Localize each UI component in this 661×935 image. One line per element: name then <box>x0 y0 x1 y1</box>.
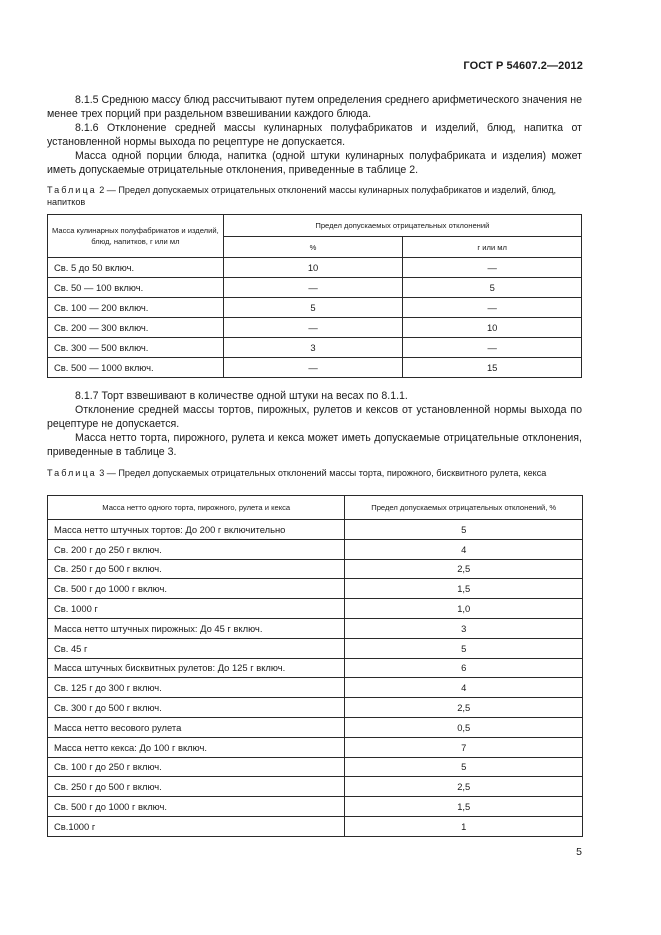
table-2-caption <box>47 184 583 208</box>
page-number: 5 <box>576 846 582 858</box>
table-3-limit-cell: 1,5 <box>345 579 583 599</box>
table-3-limit-cell: 2,5 <box>345 559 583 579</box>
table-3-limit-cell: 3 <box>345 618 583 638</box>
table-3-mass-cell: Св. 250 г до 500 г включ. <box>48 777 345 797</box>
table-3-col-limit-header: Предел допускаемых отрицательных отклонений, % <box>345 496 583 520</box>
table-2-gml-cell: 5 <box>403 278 582 298</box>
document-id-header: ГОСТ Р 54607.2—2012 <box>463 60 583 72</box>
paragraphs-mid <box>47 389 582 459</box>
table-3-mass-cell: Св. 300 г до 500 г включ. <box>48 698 345 718</box>
table-row <box>48 777 583 797</box>
table-2-mass-cell: Св. 300 — 500 включ. <box>48 338 224 358</box>
table-row <box>48 599 583 619</box>
table-3-mass-cell: Масса штучных бисквитных рулетов: До 125 г включ. <box>48 658 345 678</box>
table-3-caption-text: 3 — Предел допускаемых отрицательных отклонений массы торта, пирожного, бисквитного рулета, кекса <box>99 468 547 478</box>
table-row <box>48 737 583 757</box>
table-3-limit-cell: 4 <box>345 678 583 698</box>
table-3-limit-cell: 4 <box>345 539 583 559</box>
table-row <box>48 678 583 698</box>
table-3-limit-cell: 5 <box>345 638 583 658</box>
table-2-mass-cell: Св. 500 — 1000 включ. <box>48 358 224 378</box>
table-3-mass-cell: Масса нетто весового рулета <box>48 717 345 737</box>
table-row <box>48 638 583 658</box>
table-3-mass-cell: Масса нетто кекса: До 100 г включ. <box>48 737 345 757</box>
table-2-percent-cell: — <box>223 318 403 338</box>
table-row <box>48 559 583 579</box>
paragraph-8-1-7: 8.1.7 Торт взвешивают в количестве одной штуки на весах по 8.1.1. <box>75 390 408 402</box>
table-2-group-header: Предел допускаемых отрицательных отклонений <box>223 215 581 237</box>
table-3-mass-cell: Масса нетто штучных пирожных: До 45 г включ. <box>48 618 345 638</box>
paragraph-8-1-6: 8.1.6 Отклонение средней массы кулинарных полуфабрикатов и изделий, блюд, напитка от установленной нормы выхода по рецептуре не допускается. <box>47 122 582 148</box>
table-2-percent-cell: — <box>223 278 403 298</box>
table-2-gml-cell: — <box>403 258 582 278</box>
table-3-mass-cell: Св. 200 г до 250 г включ. <box>48 539 345 559</box>
table-3-col-mass-header: Масса нетто одного торта, пирожного, рулета и кекса <box>48 496 345 520</box>
table-3-limit-cell: 0,5 <box>345 717 583 737</box>
table-2-mass-cell: Св. 200 — 300 включ. <box>48 318 224 338</box>
table-3-limit-cell: 2,5 <box>345 777 583 797</box>
table-2-caption-label: Таблица <box>47 185 97 195</box>
table-row <box>48 358 582 378</box>
table-3-mass-cell: Св. 100 г до 250 г включ. <box>48 757 345 777</box>
table-2-gml-cell: — <box>403 298 582 318</box>
table-3-limit-cell: 5 <box>345 757 583 777</box>
table-row <box>48 258 582 278</box>
table-3-mass-cell: Св. 500 г до 1000 г включ. <box>48 579 345 599</box>
table-3-limit-cell: 1,5 <box>345 797 583 817</box>
table-row <box>48 816 583 836</box>
table-3-limit-cell: 2,5 <box>345 698 583 718</box>
table-2-gml-cell: 10 <box>403 318 582 338</box>
table-row <box>48 618 583 638</box>
table-row <box>48 658 583 678</box>
table-3-mass-cell: Св.1000 г <box>48 816 345 836</box>
table-2-mass-cell: Св. 50 — 100 включ. <box>48 278 224 298</box>
table-3 <box>47 495 583 837</box>
paragraph-cake-deviation: Отклонение средней массы тортов, пирожных, рулетов и кексов от установленной нормы выхода по рецептуре не допускается. <box>47 404 582 430</box>
table-3-caption <box>47 467 583 479</box>
table-2 <box>47 214 582 378</box>
paragraphs-top <box>47 93 582 177</box>
table-row <box>48 338 582 358</box>
table-row <box>48 298 582 318</box>
table-row <box>48 797 583 817</box>
table-3-mass-cell: Масса нетто штучных тортов: До 200 г включительно <box>48 520 345 540</box>
table-3-mass-cell: Св. 500 г до 1000 г включ. <box>48 797 345 817</box>
table-3-mass-cell: Св. 250 г до 500 г включ. <box>48 559 345 579</box>
table-3-limit-cell: 6 <box>345 658 583 678</box>
table-row <box>48 717 583 737</box>
table-2-caption-text: 2 — Предел допускаемых отрицательных отклонений массы кулинарных полуфабрикатов и изделий, блюд, напитков <box>47 185 557 207</box>
table-3-mass-cell: Св. 45 г <box>48 638 345 658</box>
table-3-mass-cell: Св. 1000 г <box>48 599 345 619</box>
paragraph-cake-net-mass: Масса нетто торта, пирожного, рулета и кекса может иметь допускаемые отрицательные отклонения, приведенные в таблице 3. <box>47 432 582 458</box>
table-row <box>48 520 583 540</box>
table-3-limit-cell: 1 <box>345 816 583 836</box>
table-2-col-mass-header: Масса кулинарных полуфабрикатов и изделий, блюд, напитков, г или мл <box>48 215 224 258</box>
table-row <box>48 539 583 559</box>
table-3-limit-cell: 5 <box>345 520 583 540</box>
table-2-percent-cell: 5 <box>223 298 403 318</box>
table-3-caption-label: Таблица <box>47 468 97 478</box>
table-row <box>48 757 583 777</box>
table-2-sub-percent: % <box>223 237 403 258</box>
table-2-mass-cell: Св. 100 — 200 включ. <box>48 298 224 318</box>
table-row <box>48 579 583 599</box>
table-2-percent-cell: — <box>223 358 403 378</box>
table-row <box>48 278 582 298</box>
table-2-mass-cell: Св. 5 до 50 включ. <box>48 258 224 278</box>
table-2-percent-cell: 10 <box>223 258 403 278</box>
table-3-limit-cell: 1,0 <box>345 599 583 619</box>
table-2-gml-cell: 15 <box>403 358 582 378</box>
table-3-limit-cell: 7 <box>345 737 583 757</box>
table-3-mass-cell: Св. 125 г до 300 г включ. <box>48 678 345 698</box>
table-2-sub-gml: г или мл <box>403 237 582 258</box>
table-2-percent-cell: 3 <box>223 338 403 358</box>
table-row <box>48 698 583 718</box>
paragraph-8-1-5: 8.1.5 Среднюю массу блюд рассчитывают путем определения среднего арифметического значения не менее трех порций при раздельном взвешивании каждого блюда. <box>47 94 582 120</box>
table-2-gml-cell: — <box>403 338 582 358</box>
paragraph-portion-mass: Масса одной порции блюда, напитка (одной штуки кулинарных полуфабриката и изделия) может иметь допускаемые отрицательные отклонения, приведенные в таблице 2. <box>47 150 582 176</box>
table-row <box>48 318 582 338</box>
